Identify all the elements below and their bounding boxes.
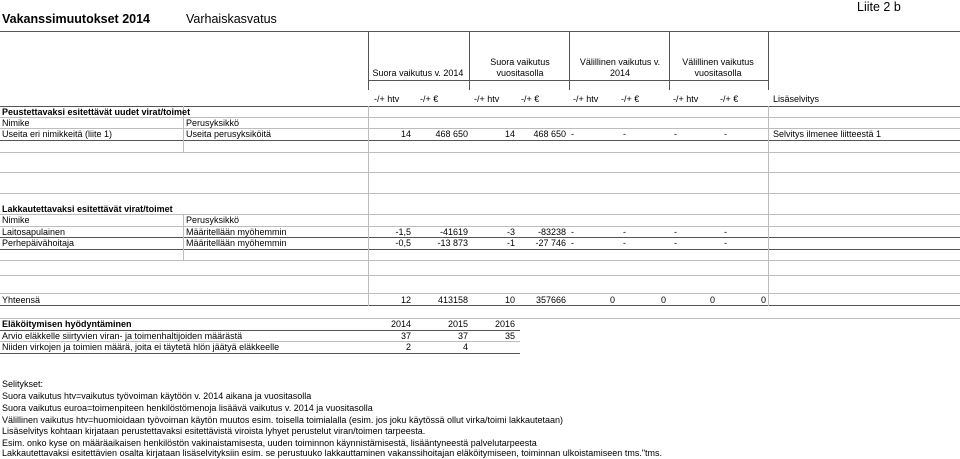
row-htv1: -1,5: [395, 227, 411, 237]
explanation-line: Välillinen vaikutus htv=huomioidaan työvoiman käytön muutos esim. toisella toimialalla (esim. jos joku käytössä ollut virka/toimi lakkautetaan): [2, 415, 564, 425]
year-col: 2014: [390, 319, 411, 329]
retirement-value: 2: [405, 342, 411, 352]
row-htv2: -3: [506, 227, 515, 237]
grid-line: [0, 293, 960, 294]
row-eur1: 468 650: [435, 129, 468, 139]
total-htv4: 0: [709, 295, 715, 305]
row-eur4: -: [724, 129, 727, 139]
sub-eur-1: -/+ €: [420, 94, 439, 104]
col-divider: [368, 32, 369, 90]
grid-line: [0, 353, 520, 354]
sub-htv-1: -/+ htv: [374, 94, 400, 104]
total-htv3: 0: [609, 295, 615, 305]
sub-htv-3: -/+ htv: [573, 94, 599, 104]
grid-line: [0, 260, 960, 261]
row-htv3: -: [571, 129, 574, 139]
retirement-row-label: Niiden virkojen ja toimien määrä, joita ei täytetä hlön jäätyä eläkkeelle: [2, 342, 280, 352]
sub-eur-2: -/+ €: [521, 94, 540, 104]
table-row: [0, 342, 520, 353]
total-htv2: 10: [504, 295, 515, 305]
row-eur4: -: [724, 227, 727, 237]
row-eur2: -83238: [537, 227, 566, 237]
row-eur1: -13 873: [437, 238, 468, 248]
row-htv4: -: [674, 129, 677, 139]
sub-notes: Lisäselvitys: [773, 94, 820, 104]
total-htv1: 12: [400, 295, 411, 305]
section2-title: Lakkautettavaksi esitettävät virat/toimet: [2, 204, 173, 214]
retirement-value: 35: [504, 331, 515, 341]
header-box-bottom: [368, 80, 768, 81]
row-htv2: 14: [504, 129, 515, 139]
row-eur2: 468 650: [533, 129, 566, 139]
total-label: Yhteensä: [2, 295, 41, 305]
total-eur3: 0: [660, 295, 666, 305]
col-divider: [669, 32, 670, 90]
year-col: 2015: [447, 319, 468, 329]
col-group1-header: Suora vaikutus v. 2014: [372, 68, 464, 78]
row-eur3: -: [623, 227, 626, 237]
row-unit: Määritellään myöhemmin: [186, 238, 287, 248]
row-htv4: -: [674, 227, 677, 237]
col-group2-header-l2: vuositasolla: [496, 68, 544, 78]
row-eur3: -: [623, 129, 626, 139]
year-col: 2016: [494, 319, 515, 329]
retirement-value: 4: [462, 342, 468, 352]
col-group4-header-l1: Välillinen vaikutus: [682, 57, 754, 67]
page-subtitle: Varhaiskasvatus: [186, 12, 277, 26]
explanation-line: Suora vaikutus htv=vaikutus työvoiman käytöön v. 2014 aikana ja vuositasolla: [2, 391, 312, 401]
section1-title: Peustettavaksi esitettävät uudet virat/toimet: [2, 107, 191, 117]
total-eur4: 0: [760, 295, 766, 305]
col-group3-header-l2: 2014: [609, 68, 631, 78]
page-title: Vakanssimuutokset 2014: [2, 12, 150, 26]
retirement-title: Eläköitymisen hyödyntäminen: [2, 319, 132, 329]
col-group4-header-l2: vuositasolla: [694, 68, 742, 78]
grid-line: [0, 140, 960, 141]
total-eur1: 413158: [437, 295, 468, 305]
subheader-row: [0, 94, 960, 105]
retirement-header-row: [0, 319, 520, 330]
row-eur4: -: [724, 238, 727, 248]
row-htv2: -1: [506, 238, 515, 248]
grid-line: [0, 275, 960, 276]
table-row: [0, 129, 960, 140]
row-htv1: 14: [400, 129, 411, 139]
grid-line: [0, 249, 960, 250]
hdr-name: Nimike: [2, 118, 30, 128]
table-row: [0, 227, 960, 238]
explanations-title: Selitykset:: [2, 379, 44, 389]
row-name: Laitosapulainen: [2, 227, 66, 237]
explanation-line: Lisäselvitys kohtaan kirjataan perustettavaksi esitettävistä viroista lyhyet perustelut viran/toimen tarpeesta.: [2, 426, 426, 436]
section1-header-row: [0, 118, 960, 129]
sub-eur-4: -/+ €: [720, 94, 739, 104]
row-eur1: -41619: [439, 227, 468, 237]
total-eur2: 357666: [535, 295, 566, 305]
col-divider: [768, 32, 769, 90]
retirement-value: 37: [457, 331, 468, 341]
row-eur2: -27 746: [535, 238, 566, 248]
section2-header-row: [0, 215, 960, 226]
hdr-unit: Perusyksikkö: [186, 118, 240, 128]
attachment-label: Liite 2 b: [857, 0, 901, 14]
retirement-row-label: Arvio eläkkelle siirtyvien viran- ja toimenhaltijoiden määrästä: [2, 331, 243, 341]
explanation-line: Lakkautettavaksi esitettävien osalta kirjataan lisäselvityksiin esim. se perustuuko lakkauttaminen vakanssihoitajan eläköitymiseen, toiminnan ulkoistamiseen tms."tms.: [2, 448, 663, 458]
table-row: [0, 238, 960, 249]
col-divider: [569, 32, 570, 90]
table-row: [0, 331, 520, 342]
row-note: Selvitys ilmenee liitteestä 1: [773, 129, 882, 139]
hdr-unit: Perusyksikkö: [186, 215, 240, 225]
row-eur3: -: [623, 238, 626, 248]
row-htv3: -: [571, 238, 574, 248]
col-group2-header-l1: Suora vaikutus: [490, 57, 550, 67]
grid-line: [0, 193, 960, 194]
row-unit: Määritellään myöhemmin: [186, 227, 287, 237]
hdr-name: Nimike: [2, 215, 30, 225]
sub-htv-2: -/+ htv: [474, 94, 500, 104]
row-name: Perhepäivähoitaja: [2, 238, 75, 248]
explanation-line: Suora vaikutus euroa=toimenpiteen henkilöstömenoja lisäävä vaikutus v. 2014 ja vuositasolla: [2, 403, 373, 413]
row-unit: Useita perusyksiköitä: [186, 129, 272, 139]
header-divider: [0, 31, 960, 32]
col-divider: [469, 32, 470, 90]
sub-eur-3: -/+ €: [621, 94, 640, 104]
explanation-line: Esim. onko kyse on määräaikaisen henkilöstön vakinaistamisesta, uuden toiminnon käynnistämisestä, lisääntyneestä palvelutarpeesta: [2, 438, 537, 448]
grid-line: [0, 172, 960, 173]
row-htv1: -0,5: [395, 238, 411, 248]
row-htv3: -: [571, 227, 574, 237]
row-htv4: -: [674, 238, 677, 248]
total-row: [0, 295, 960, 306]
grid-line: [0, 152, 960, 153]
retirement-value: 37: [400, 331, 411, 341]
sub-htv-4: -/+ htv: [673, 94, 699, 104]
row-name: Useita eri nimikkeitä (liite 1): [2, 129, 113, 139]
col-group3-header-l1: Välillinen vaikutus v.: [579, 57, 661, 67]
